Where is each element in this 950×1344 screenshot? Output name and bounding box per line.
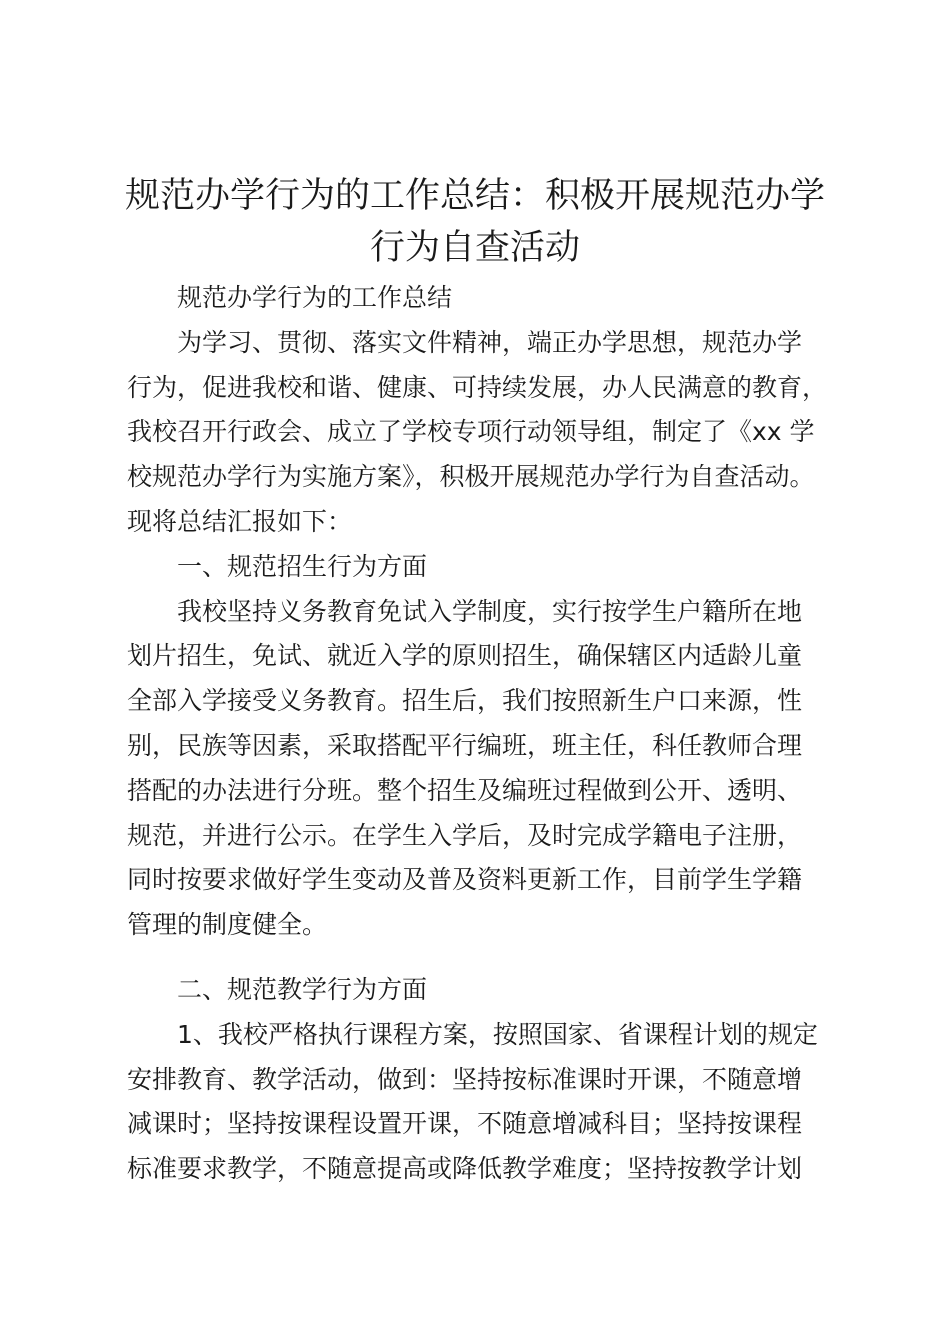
- paragraph-line: 规范，并进行公示。在学生入学后，及时完成学籍电子注册，: [127, 820, 803, 850]
- paragraph-line: 我校坚持义务教育免试入学制度，实行按学生户籍所在地: [177, 596, 803, 626]
- paragraph-line: 管理的制度健全。: [127, 910, 328, 940]
- paragraph-line: 为学习、贯彻、落实文件精神，端正办学思想，规范办学: [177, 327, 803, 357]
- paragraph-line: 1、我校严格执行课程方案，按照国家、省课程计划的规定: [177, 1019, 818, 1049]
- paragraph-line: 全部入学接受义务教育。招生后，我们按照新生户口来源，性: [127, 686, 803, 716]
- paragraph-line: 我校召开行政会、成立了学校专项行动领导组，制定了《xx 学: [127, 417, 815, 447]
- paragraph-gap: [127, 948, 857, 968]
- paragraph-line: 校规范办学行为实施方案》，积极开展规范办学行为自查活动。: [127, 462, 815, 492]
- paragraph-line: 同时按要求做好学生变动及普及资料更新工作，目前学生学籍: [127, 865, 803, 895]
- document-title: [110, 170, 840, 274]
- title-line-1: 规范办学行为的工作总结：积极开展规范办学: [124, 176, 825, 216]
- paragraph-line: 行为，促进我校和谐、健康、可持续发展，办人民满意的教育，: [127, 372, 828, 402]
- paragraph-line: 标准要求教学，不随意提高或降低教学难度；坚持按教学计划: [127, 1154, 803, 1184]
- section-subtitle: 规范办学行为的工作总结: [177, 283, 453, 312]
- document-body: [127, 276, 857, 1192]
- paragraph-line: 安排教育、教学活动，做到：坚持按标准课时开课，不随意增: [127, 1064, 803, 1094]
- paragraph-line: 搭配的办法进行分班。整个招生及编班过程做到公开、透明、: [127, 775, 803, 805]
- paragraph-line: 减课时；坚持按课程设置开课，不随意增减科目；坚持按课程: [127, 1109, 803, 1139]
- title-line-2: 行为自查活动: [369, 228, 580, 268]
- section-heading: 一、规范招生行为方面: [177, 551, 428, 581]
- section-heading: 二、规范教学行为方面: [177, 974, 428, 1004]
- paragraph-line: 别，民族等因素，采取搭配平行编班，班主任，科任教师合理: [127, 730, 803, 760]
- paragraph-line: 划片招生，免试、就近入学的原则招生，确保辖区内适龄儿童: [127, 641, 803, 671]
- paragraph-line: 现将总结汇报如下：: [127, 506, 353, 536]
